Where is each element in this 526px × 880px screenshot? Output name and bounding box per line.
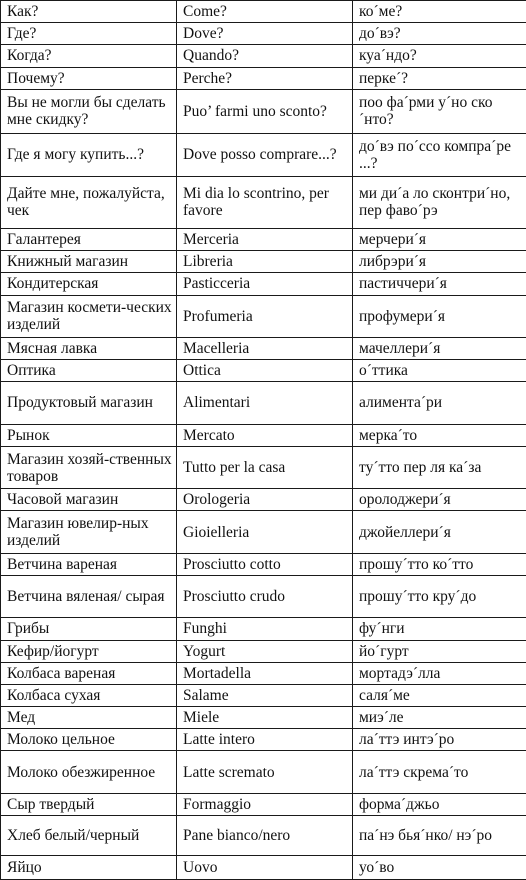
italian-phrase-cell: Gioielleria (177, 511, 353, 553)
pronunciation-cell: до´вэ? (353, 23, 526, 45)
table-row (1, 424, 526, 446)
pronunciation-cell: джойеллери´я (353, 511, 526, 553)
pronunciation-cell: уо´во (353, 856, 526, 880)
pronunciation-cell: па´нэ бья´нко/ нэ´ро (353, 816, 526, 856)
pronunciation-cell: ла´ттэ интэ´ро (353, 729, 526, 751)
pronunciation-cell: пастиччери´я (353, 273, 526, 295)
italian-phrase-cell: Miele (177, 707, 353, 729)
italian-phrase-cell: Pane bianco/nero (177, 816, 353, 856)
russian-phrase-cell: Магазин космети-ческих изделий (1, 295, 177, 337)
table-row (1, 816, 526, 856)
italian-phrase-cell: Prosciutto cotto (177, 553, 353, 575)
russian-phrase-cell: Часовой магазин (1, 489, 177, 511)
italian-phrase-cell: Libreria (177, 251, 353, 273)
russian-phrase-cell: Яйцо (1, 856, 177, 880)
italian-phrase-cell: Come? (177, 1, 353, 23)
italian-phrase-cell: Ottica (177, 360, 353, 382)
table-row (1, 729, 526, 751)
russian-phrase-cell: Колбаса сухая (1, 684, 177, 706)
russian-phrase-cell: Молоко обезжиренное (1, 751, 177, 793)
table-row (1, 489, 526, 511)
pronunciation-cell: форма´джьо (353, 793, 526, 815)
pronunciation-cell: ла´ттэ скрема´то (353, 751, 526, 793)
pronunciation-cell: куа´ндо? (353, 45, 526, 67)
russian-phrase-cell: Где? (1, 23, 177, 45)
pronunciation-cell: алимента´ри (353, 382, 526, 424)
russian-phrase-cell: Рынок (1, 424, 177, 446)
phrasebook-body (1, 1, 526, 880)
pronunciation-cell: либрэри´я (353, 251, 526, 273)
russian-phrase-cell: Магазин ювелир-ных изделий (1, 511, 177, 553)
russian-phrase-cell: Где я могу купить...? (1, 134, 177, 176)
table-row (1, 337, 526, 359)
russian-phrase-cell: Кефир/йогурт (1, 640, 177, 662)
russian-phrase-cell: Мед (1, 707, 177, 729)
pronunciation-cell: прошу´тто кру´до (353, 575, 526, 617)
pronunciation-cell: профумери´я (353, 295, 526, 337)
table-row (1, 89, 526, 133)
russian-phrase-cell: Книжный магазин (1, 251, 177, 273)
italian-phrase-cell: Macelleria (177, 337, 353, 359)
italian-phrase-cell: Pasticceria (177, 273, 353, 295)
table-row (1, 662, 526, 684)
pronunciation-cell: ту´тто пер ля ка´за (353, 446, 526, 488)
italian-phrase-cell: Perche? (177, 67, 353, 89)
italian-phrase-cell: Tutto per la casa (177, 446, 353, 488)
italian-phrase-cell: Uovo (177, 856, 353, 880)
italian-phrase-cell: Dove? (177, 23, 353, 45)
table-row (1, 707, 526, 729)
russian-phrase-cell: Колбаса вареная (1, 662, 177, 684)
russian-phrase-cell: Хлеб белый/черный (1, 816, 177, 856)
table-row (1, 295, 526, 337)
table-row (1, 793, 526, 815)
table-row (1, 273, 526, 295)
table-row (1, 856, 526, 880)
italian-phrase-cell: Formaggio (177, 793, 353, 815)
table-row (1, 511, 526, 553)
italian-phrase-cell: Latte intero (177, 729, 353, 751)
table-row (1, 684, 526, 706)
russian-phrase-cell: Продуктовый магазин (1, 382, 177, 424)
pronunciation-cell: миэ´ле (353, 707, 526, 729)
russian-phrase-cell: Дайте мне, пожалуйста, чек (1, 176, 177, 228)
russian-phrase-cell: Грибы (1, 618, 177, 640)
italian-phrase-cell: Prosciutto crudo (177, 575, 353, 617)
pronunciation-cell: перке´? (353, 67, 526, 89)
italian-phrase-cell: Mercato (177, 424, 353, 446)
pronunciation-cell: поо фа´рми у´но ско´нто? (353, 89, 526, 133)
italian-phrase-cell: Mi dia lo scontrino, per favore (177, 176, 353, 228)
russian-phrase-cell: Как? (1, 1, 177, 23)
russian-phrase-cell: Мясная лавка (1, 337, 177, 359)
pronunciation-cell: мерчери´я (353, 228, 526, 250)
russian-phrase-cell: Оптика (1, 360, 177, 382)
italian-phrase-cell: Profumeria (177, 295, 353, 337)
table-row (1, 553, 526, 575)
russian-phrase-cell: Когда? (1, 45, 177, 67)
italian-phrase-cell: Mortadella (177, 662, 353, 684)
table-row (1, 360, 526, 382)
pronunciation-cell: ми ди´а ло сконтри´но, пер фаво´рэ (353, 176, 526, 228)
table-row (1, 67, 526, 89)
pronunciation-cell: о´ттика (353, 360, 526, 382)
table-row (1, 575, 526, 617)
italian-phrase-cell: Yogurt (177, 640, 353, 662)
italian-phrase-cell: Orologeria (177, 489, 353, 511)
pronunciation-cell: до´вэ по´ссо компра´ре ...? (353, 134, 526, 176)
italian-phrase-cell: Merceria (177, 228, 353, 250)
russian-phrase-cell: Кондитерская (1, 273, 177, 295)
table-row (1, 45, 526, 67)
italian-phrase-cell: Quando? (177, 45, 353, 67)
pronunciation-cell: оролоджери´я (353, 489, 526, 511)
table-row (1, 751, 526, 793)
russian-phrase-cell: Почему? (1, 67, 177, 89)
table-row (1, 134, 526, 176)
pronunciation-cell: ко´ме? (353, 1, 526, 23)
pronunciation-cell: мерка´то (353, 424, 526, 446)
italian-phrase-cell: Dove posso comprare...? (177, 134, 353, 176)
pronunciation-cell: мачеллери´я (353, 337, 526, 359)
italian-phrase-cell: Puo’ farmi uno sconto? (177, 89, 353, 133)
italian-phrase-cell: Latte scremato (177, 751, 353, 793)
pronunciation-cell: мортадэ´лла (353, 662, 526, 684)
pronunciation-cell: прошу´тто ко´тто (353, 553, 526, 575)
russian-phrase-cell: Ветчина вареная (1, 553, 177, 575)
table-row (1, 23, 526, 45)
italian-phrase-cell: Funghi (177, 618, 353, 640)
table-row (1, 640, 526, 662)
table-row (1, 176, 526, 228)
table-row (1, 1, 526, 23)
table-row (1, 251, 526, 273)
italian-phrase-cell: Salame (177, 684, 353, 706)
russian-phrase-cell: Ветчина вяленая/ сырая (1, 575, 177, 617)
pronunciation-cell: йо´гурт (353, 640, 526, 662)
table-row (1, 618, 526, 640)
table-row (1, 446, 526, 488)
pronunciation-cell: фу´нги (353, 618, 526, 640)
pronunciation-cell: саля´ме (353, 684, 526, 706)
russian-phrase-cell: Магазин хозяй-ственных товаров (1, 446, 177, 488)
russian-phrase-cell: Сыр твердый (1, 793, 177, 815)
russian-phrase-cell: Вы не могли бы сделать мне скидку? (1, 89, 177, 133)
russian-phrase-cell: Галантерея (1, 228, 177, 250)
italian-phrase-cell: Alimentari (177, 382, 353, 424)
russian-phrase-cell: Молоко цельное (1, 729, 177, 751)
table-row (1, 382, 526, 424)
table-row (1, 228, 526, 250)
